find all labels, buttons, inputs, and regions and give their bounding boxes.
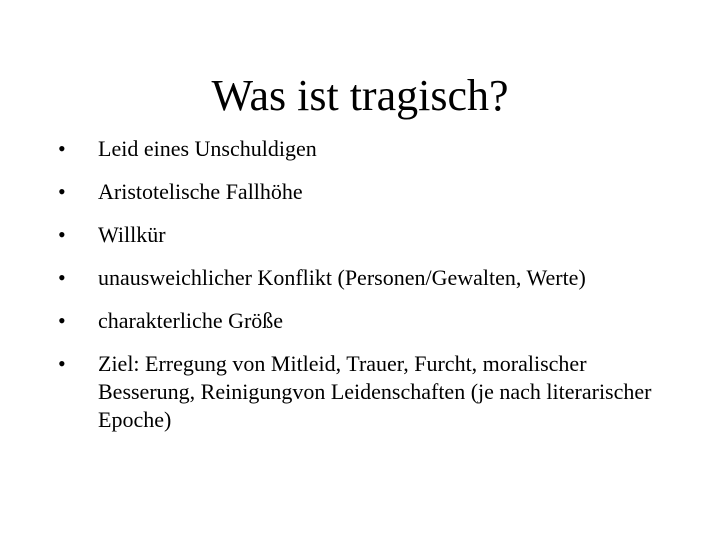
slide-title: Was ist tragisch? — [211, 71, 509, 120]
bullet-icon: • — [58, 308, 66, 333]
bullet-text: unausweichlicher Konflikt (Personen/Gewalten, Werte) — [98, 265, 586, 290]
bullet-text: charakterliche Größe — [98, 308, 284, 333]
bullet-text: Willkür — [98, 222, 166, 247]
bullet-icon: • — [58, 136, 66, 161]
bullet-item — [58, 178, 678, 206]
bullet-icon: • — [58, 222, 66, 247]
bullet-list — [58, 135, 678, 449]
bullet-icon: • — [58, 265, 66, 290]
bullet-text: Aristotelische Fallhöhe — [98, 179, 303, 204]
bullet-text: Leid eines Unschuldigen — [98, 136, 317, 161]
bullet-item — [58, 135, 678, 163]
bullet-item — [58, 307, 678, 335]
bullet-item — [58, 350, 678, 434]
bullet-item — [58, 264, 678, 292]
bullet-icon: • — [58, 351, 66, 376]
bullet-text: Ziel: Erregung von Mitleid, Trauer, Furcht, moralischer Besserung, Reinigungvon Leidenschaften (je nach literarischer Epoche) — [98, 351, 652, 432]
bullet-icon: • — [58, 179, 66, 204]
bullet-item — [58, 221, 678, 249]
